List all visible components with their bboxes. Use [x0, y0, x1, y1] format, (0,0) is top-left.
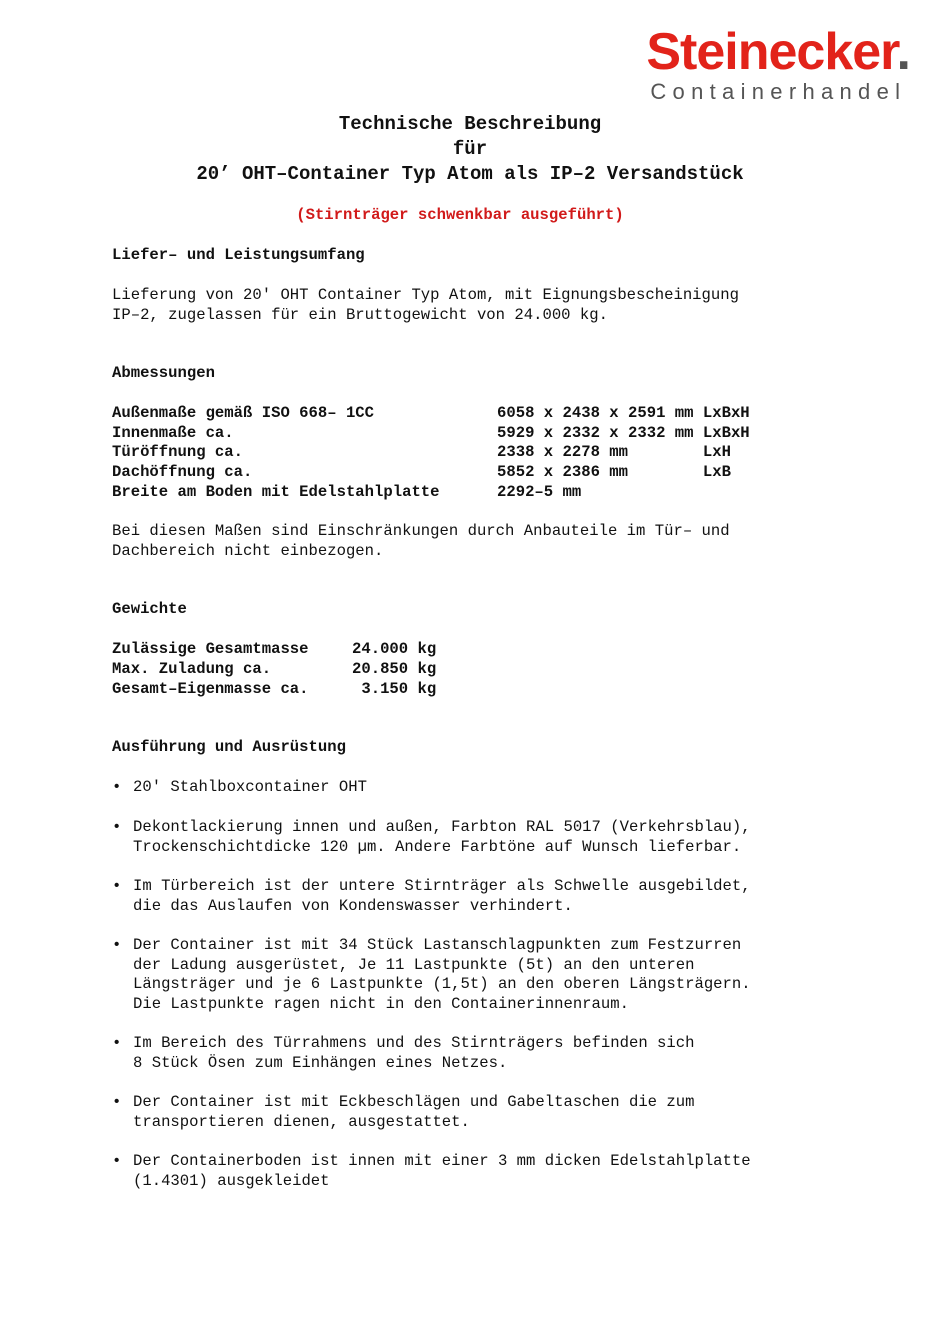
dimension-label: Türöffnung ca.	[112, 443, 244, 461]
weight-label: Max. Zuladung ca.	[112, 660, 272, 678]
logo-brand	[646, 23, 910, 81]
logo-tagline: Containerhandel	[650, 79, 907, 104]
equipment-item-text	[133, 778, 367, 798]
equipment-item-line: Dekontlackierung innen und außen, Farbton RAL 5017 (Verkehrsblau),	[133, 818, 751, 836]
equipment-item-line: Trockenschichtdicke 120 µm. Andere Farbtöne auf Wunsch lieferbar.	[133, 837, 742, 856]
dimension-label: Außenmaße gemäß ISO 668– 1CC	[112, 404, 375, 422]
equipment-item-line: (1.4301) ausgekleidet	[133, 1171, 330, 1190]
weight-label: Gesamt–Eigenmasse ca.	[112, 680, 309, 698]
equipment-item-line: 8 Stück Ösen zum Einhängen eines Netzes.	[133, 1053, 508, 1072]
dimension-value: 5852 x 2386 mm LxB	[497, 463, 731, 481]
dimensions-note-line1: Bei diesen Maßen sind Einschränkungen durch Anbauteile im Tür– und	[112, 522, 730, 540]
dimension-label: Breite am Boden mit Edelstahlplatte	[112, 483, 440, 501]
equipment-item-line: der Ladung ausgerüstet, Je 11 Lastpunkte (5t) an den unteren	[133, 955, 695, 974]
equipment-item-line: Die Lastpunkte ragen nicht in den Containerinnenraum.	[133, 994, 629, 1013]
weight-label: Zulässige Gesamtmasse	[112, 640, 309, 658]
bullet-icon: •	[112, 818, 122, 836]
equipment-item-text	[133, 818, 751, 857]
document-title-line2: für	[452, 138, 488, 160]
dimension-value: 2292–5 mm	[497, 483, 582, 501]
document-title-line3: 20’ OHT–Container Typ Atom als IP–2 Versandstück	[196, 163, 744, 185]
equipment-item-line: Der Containerboden ist innen mit einer 3 mm dicken Edelstahlplatte	[133, 1152, 751, 1170]
dimension-value: 2338 x 2278 mm LxH	[497, 443, 731, 461]
logo-brand-text: Steinecker	[646, 23, 897, 81]
weight-value: 24.000 kg	[352, 640, 437, 658]
bullet-icon: •	[112, 936, 122, 954]
equipment-item-line: Der Container ist mit Eckbeschlägen und Gabeltaschen die zum	[133, 1093, 695, 1111]
scope-text-line1: Lieferung von 20' OHT Container Typ Atom, mit Eignungsbescheinigung	[112, 286, 739, 304]
dimension-value: 5929 x 2332 x 2332 mm LxBxH	[497, 424, 750, 442]
bullet-icon: •	[112, 877, 122, 895]
dimensions-note-line2: Dachbereich nicht einbezogen.	[112, 542, 384, 560]
equipment-item-line: Der Container ist mit 34 Stück Lastanschlagpunkten zum Festzurren	[133, 936, 742, 954]
equipment-item-text	[133, 877, 751, 916]
equipment-item-line: 20' Stahlboxcontainer OHT	[133, 778, 367, 796]
equipment-heading: Ausführung und Ausrüstung	[112, 738, 346, 756]
document-title-line1: Technische Beschreibung	[338, 113, 602, 135]
equipment-item-line: Im Türbereich ist der untere Stirnträger als Schwelle ausgebildet,	[133, 877, 751, 895]
dimension-label: Dachöffnung ca.	[112, 463, 253, 481]
equipment-item-text	[133, 1093, 694, 1132]
equipment-item-line: Im Bereich des Türrahmens und des Stirnträgers befinden sich	[133, 1034, 695, 1052]
dimension-value: 6058 x 2438 x 2591 mm LxBxH	[497, 404, 750, 422]
scope-heading: Liefer– und Leistungsumfang	[112, 246, 365, 264]
bullet-icon: •	[112, 1152, 122, 1170]
bullet-icon: •	[112, 1034, 122, 1052]
equipment-item-line: Längsträger und je 6 Lastpunkte (1,5t) an den oberen Längsträgern.	[133, 975, 751, 994]
company-logo	[646, 23, 910, 104]
scope-text-line2: IP–2, zugelassen für ein Bruttogewicht von 24.000 kg.	[112, 306, 608, 324]
equipment-item-text	[133, 936, 751, 1014]
bullet-icon: •	[112, 778, 122, 796]
dimensions-heading: Abmessungen	[112, 364, 215, 382]
weights-heading: Gewichte	[112, 600, 187, 618]
equipment-item-line: transportieren dienen, ausgestattet.	[133, 1112, 470, 1131]
logo-brand-dot: .	[896, 23, 910, 81]
bullet-icon: •	[112, 1093, 122, 1111]
equipment-item-text	[133, 1034, 694, 1073]
equipment-item-text	[133, 1152, 751, 1191]
dimension-label: Innenmaße ca.	[112, 424, 234, 442]
weight-value: 3.150 kg	[352, 680, 437, 698]
document-subtitle: (Stirnträger schwenkbar ausgeführt)	[296, 206, 624, 224]
weight-value: 20.850 kg	[352, 660, 437, 678]
equipment-item-line: die das Auslaufen von Kondenswasser verhindert.	[133, 896, 573, 915]
